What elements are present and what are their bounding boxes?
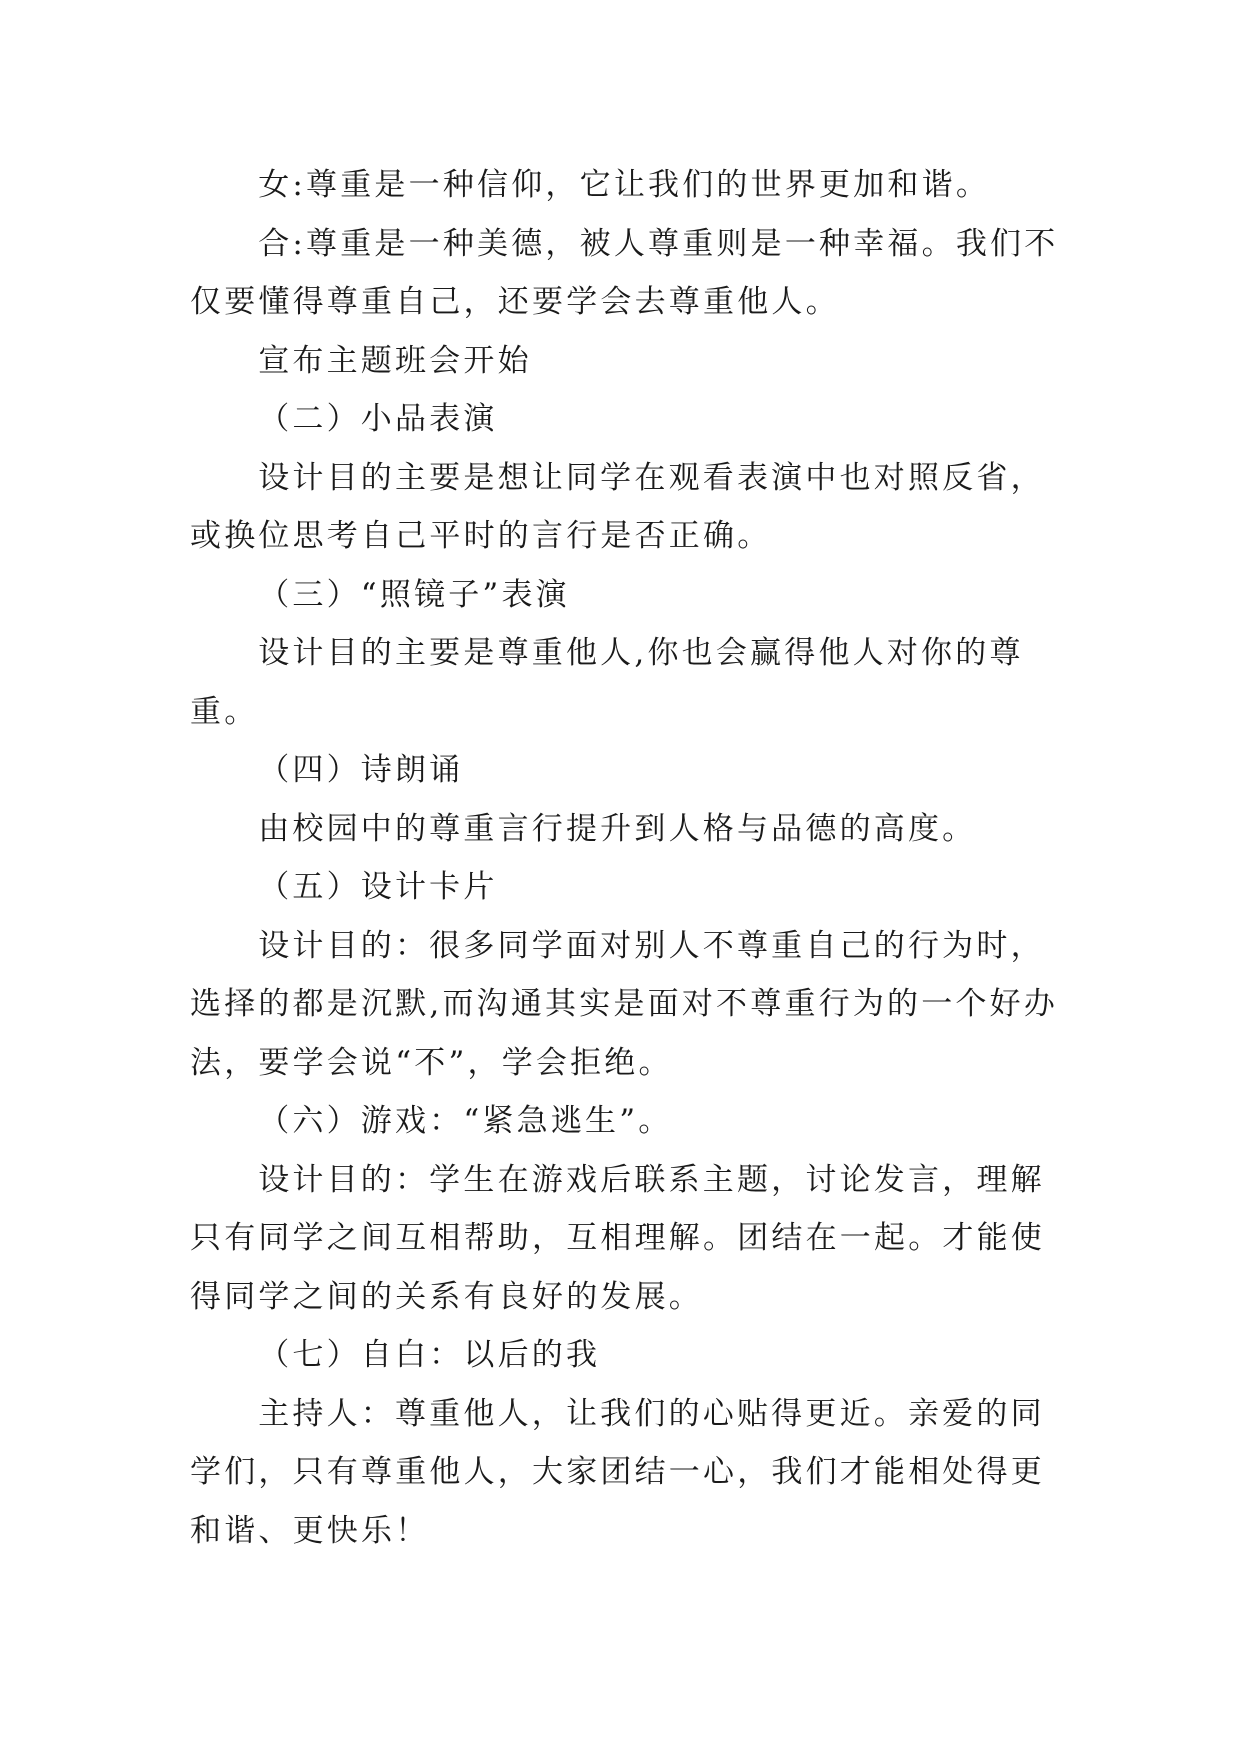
section-heading-poem: （四）诗朗诵	[258, 752, 464, 788]
document-body	[190, 156, 1070, 1560]
section-heading-card: （五）设计卡片	[258, 869, 498, 905]
section-heading-skit: （二）小品表演	[258, 401, 498, 437]
paragraph-mirror-purpose: 设计目的主要是尊重他人,你也会赢得他人对你的尊重。	[190, 635, 1024, 730]
section-heading-game: （六）游戏：“紧急逃生”。	[258, 1103, 673, 1139]
section-heading-monologue: （七）自白：以后的我	[258, 1337, 601, 1373]
paragraph-announce-start: 宣布主题班会开始	[258, 342, 532, 379]
paragraph-poem-purpose: 由校园中的尊重言行提升到人格与品德的高度。	[258, 810, 977, 847]
section-heading-mirror: （三）“照镜子”表演	[258, 576, 570, 613]
paragraph-game-purpose: 设计目的：学生在游戏后联系主题，讨论发言，理解只有同学之间互相帮助，互相理解。团结在一起。才能使得同学之间的关系有良好的发展。	[190, 1161, 1045, 1315]
paragraph-together: 合:尊重是一种美德，被人尊重则是一种幸福。我们不仅要懂得尊重自己，还要学会去尊重他人。	[190, 225, 1059, 320]
paragraph-card-purpose: 设计目的：很多同学面对别人不尊重自己的行为时，选择的都是沉默,而沟通其实是面对不尊重行为的一个好办法，要学会说“不”，学会拒绝。	[190, 927, 1059, 1081]
paragraph-female-host: 女:尊重是一种信仰，它让我们的世界更加和谐。	[258, 167, 991, 203]
paragraph-host-closing: 主持人：尊重他人，让我们的心贴得更近。亲爱的同学们，只有尊重他人，大家团结一心，我们才能相处得更和谐、更快乐！	[190, 1395, 1045, 1549]
paragraph-skit-purpose: 设计目的主要是想让同学在观看表演中也对照反省，或换位思考自己平时的言行是否正确。	[190, 459, 1045, 554]
